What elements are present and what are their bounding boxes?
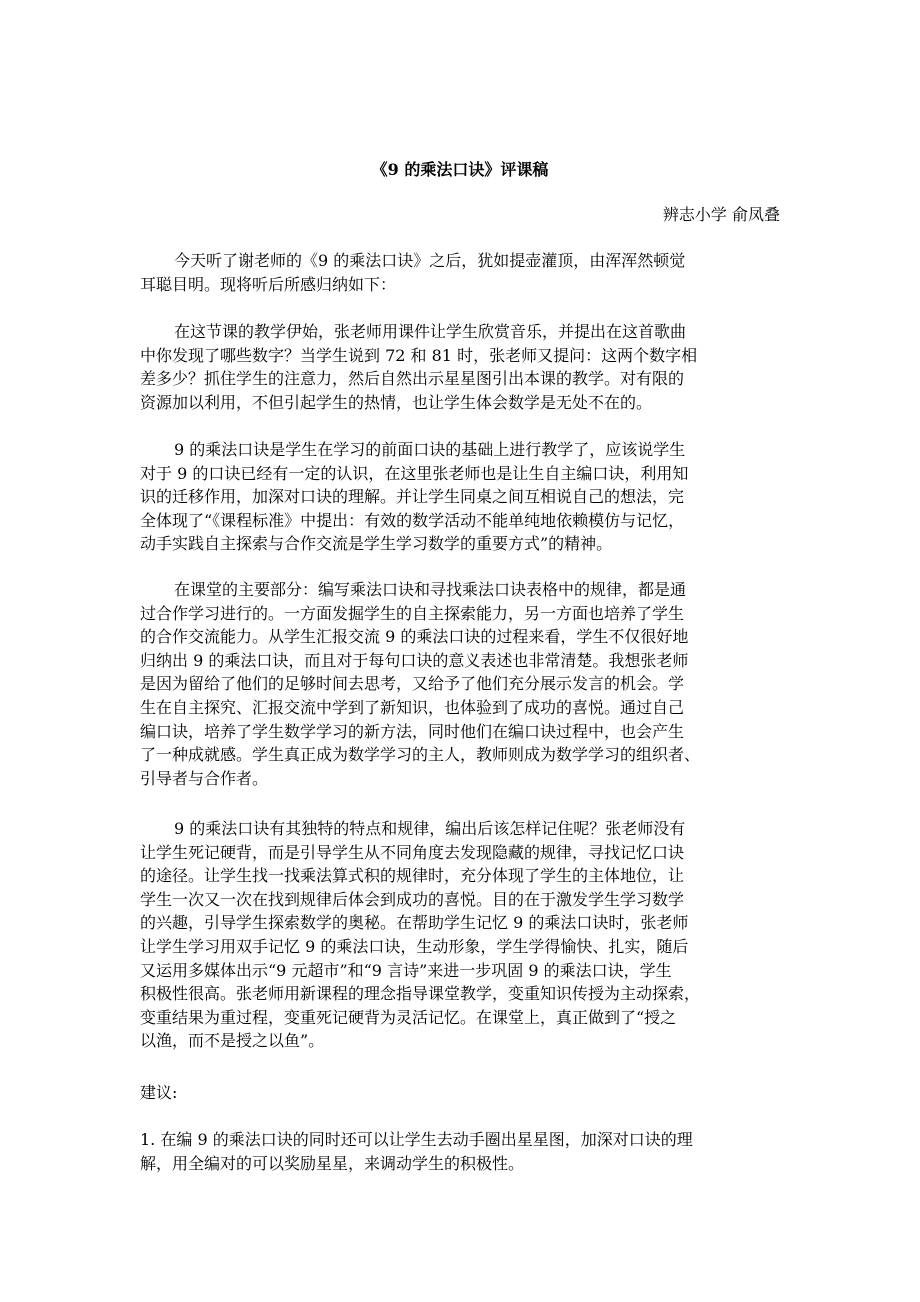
document-title: 《9 的乘法口诀》评课稿 [371, 160, 549, 179]
paragraph-line: 的兴趣，引导学生探索数学的奥秘。在帮助学生记忆 9 的乘法口诀时，张老师 [140, 913, 689, 933]
paragraph-line: 动手实践自主探索与合作交流是学生学习数学的重要方式”的精神。 [140, 534, 613, 554]
paragraph-line: 生在自主探究、汇报交流中学到了新知识，也体验到了成功的喜悦。通过自己 [140, 697, 685, 717]
paragraph-line: 编口诀，培养了学生数学学习的新方法，同时他们在编口诀过程中，也会产生 [140, 721, 685, 741]
paragraph-line: 归纳出 9 的乘法口诀，而且对于每句口诀的意义表述也非常清楚。我想张老师 [140, 650, 689, 670]
paragraph-line: 引导者与合作者。 [140, 768, 269, 788]
paragraph-line: 过合作学习进行的。一方面发掘学生的自主探索能力，另一方面也培养了学生 [140, 603, 685, 623]
paragraph-1 [140, 249, 780, 296]
paragraph-line: 对于 9 的口诀已经有一定的认识，在这里张老师也是让生自主编口诀，利用知 [140, 463, 689, 483]
paragraph-3 [140, 438, 780, 556]
paragraph-line: 全体现了“《课程标准》中提出：有效的数学活动不能单纯地依赖模仿与记忆， [140, 510, 685, 530]
paragraph-4 [140, 578, 780, 790]
paragraph-line: 以渔，而不是授之以鱼”。 [140, 1031, 325, 1051]
paragraph-5 [140, 817, 780, 1053]
paragraph-line: 的合作交流能力。从学生汇报交流 9 的乘法口诀的过程来看，学生不仅很好地 [140, 627, 689, 647]
paragraph-line: 了一种成就感。学生真正成为数学学习的主人，教师则成为数学学习的组织者、 [140, 745, 701, 765]
paragraph-line: 积极性很高。张老师用新课程的理念指导课堂教学，变重知识传授为主动探索， [140, 984, 701, 1004]
suggestion-item-1 [140, 1128, 780, 1175]
paragraph-line: 今天听了谢老师的《9 的乘法口诀》之后，犹如提壶灌顶，由浑浑然顿觉 [174, 251, 686, 270]
author-line: 辨志小学 俞凤叠 [662, 205, 780, 224]
paragraph-line: 资源加以利用，不但引起学生的热情，也让学生体会数学是无处不在的。 [140, 392, 653, 412]
suggestion-heading: 建议: [140, 1083, 178, 1102]
paragraph-line: 让学生死记硬背，而是引导学生从不同角度去发现隐藏的规律，寻找记忆口诀 [140, 842, 685, 862]
paragraph-line: 9 的乘法口诀是学生在学习的前面口诀的基础上进行教学了，应该说学生 [174, 440, 686, 459]
paragraph-line: 变重结果为重过程，变重死记硬背为灵活记忆。在课堂上，真正做到了“授之 [140, 1007, 677, 1027]
paragraph-line: 的途径。让学生找一找乘法算式积的规律时，充分体现了学生的主体地位，让 [140, 866, 685, 886]
paragraph-line: 让学生学习用双手记忆 9 的乘法口诀，生动形象，学生学得愉快、扎实，随后 [140, 936, 689, 956]
paragraph-line: 是因为留给了他们的足够时间去思考，又给予了他们充分展示发言的机会。学 [140, 674, 685, 694]
paragraph-line: 又运用多媒体出示“9 元超市”和“9 言诗”来进一步巩固 9 的乘法口诀，学生 [140, 960, 672, 980]
paragraph-line: 在这节课的教学伊始，张老师用课件让学生欣赏音乐，并提出在这首歌曲 [174, 322, 687, 341]
paragraph-line: 在课堂的主要部分：编写乘法口诀和寻找乘法口诀表格中的规律，都是通 [174, 580, 687, 599]
paragraph-line: 中你发现了哪些数字？当学生说到 72 和 81 时，张老师又提问：这两个数字相 [140, 345, 698, 365]
suggestion-line: 解，用全编对的可以奖励星星，来调动学生的积极性。 [140, 1153, 525, 1173]
paragraph-2 [140, 320, 780, 414]
paragraph-line: 差多少？抓住学生的注意力，然后自然出示星星图引出本课的教学。对有限的 [140, 369, 685, 389]
paragraph-line: 9 的乘法口诀有其独特的特点和规律，编出后该怎样记住呢？张老师没有 [174, 819, 686, 838]
paragraph-line: 耳聪目明。现将听后所感归纳如下： [140, 274, 397, 294]
suggestion-line: 1. 在编 9 的乘法口诀的同时还可以让学生去动手圈出星星图，加深对口诀的理 [140, 1130, 693, 1149]
paragraph-line: 学生一次又一次在找到规律后体会到成功的喜悦。目的在于激发学生学习数学 [140, 889, 685, 909]
paragraph-line: 识的迁移作用，加深对口诀的理解。并让学生同桌之间互相说自己的想法，完 [140, 487, 685, 507]
